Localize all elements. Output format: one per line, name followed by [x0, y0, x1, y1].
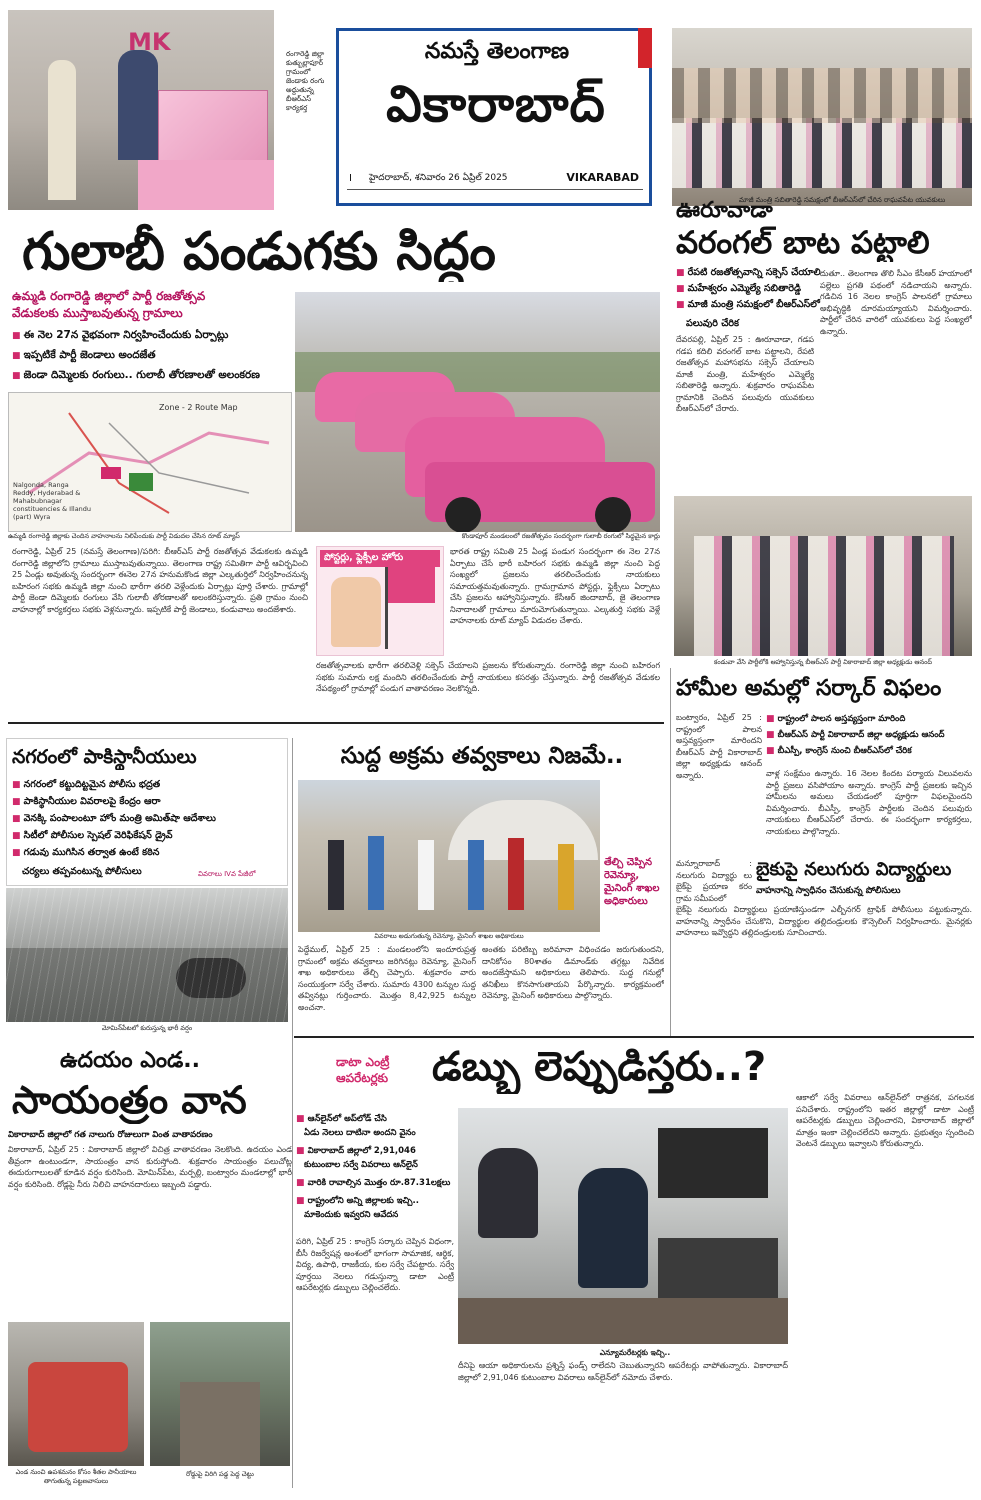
- promises-bullet: ■ బీఎస్పీ, కాంగ్రెస్ నుంచి బీఆర్ఎస్‌లో చేరిక: [766, 744, 972, 758]
- data-entry-body-col1: పరిగి, ఏప్రిల్ 25 : కాంగ్రెస్ సర్కారు చెప్పిన విధంగా, బీసీ రిజర్వేషన్ల అంశంలో భాగంగా సామాజిక, ఆర్థిక, విద్య, ఉపాధి, రాజకీయ, కుల సర్వే చేపట్టారు. సర్వే పూర్తయి నెలలు గడుస్తున్నా డాటా ఎంట్రీ ఆపరేటర్లకు డబ్బులు చెల్లించలేదు.: [296, 1237, 454, 1292]
- masthead-paper-name: నమస్తే తెలంగాణ: [424, 39, 570, 64]
- rain-photo: [6, 888, 288, 1022]
- lead-subhead-2: వేడుకలకు ముస్తాబవుతున్న గ్రామాలు: [12, 306, 183, 320]
- data-entry-body-col2: దీనిపై ఆయా అధికారులను ప్రశ్నిస్తే ఫండ్స్ రాలేదని చెబుతున్నారని ఆపరేటర్లు వాపోతున్నారు. వికారాబాద్ జిల్లాలో 2,91,046 కుటుంబాల వివరాలు ఆన్‌లైన్‌లో నమోదు చేశారు.: [458, 1361, 788, 1382]
- data-entry-headline: డబ్బు లెప్పుడిస్తరు..?: [432, 1044, 767, 1090]
- masthead-edition-english: VIKARABAD: [566, 171, 639, 184]
- data-entry-bullet-line: కుటుంబాల సర్వే వివరాలు ఆన్‌లైన్: [304, 1160, 418, 1170]
- map-note: Nalgonda, Ranga Reddy, Hyderabad & Mahabubnagar constituencies & Illandu (part) Wyra: [13, 481, 92, 521]
- pakistanis-bullets: [12, 778, 288, 860]
- route-map: [8, 392, 292, 532]
- urovada-bullet: ■ రేపటి రజతోత్సవాన్ని సక్సెస్ చేయాలి: [676, 266, 972, 280]
- section-rule: [8, 722, 664, 724]
- masthead-issue: I: [349, 173, 352, 184]
- bike-subhead: వాహనాన్ని స్వాధీనం చేసుకున్న పోలీసులు: [756, 886, 901, 896]
- rain-photo-caption: మోమిన్‌పేటలో కురుస్తున్న భారీ వర్షం: [101, 1024, 193, 1032]
- mining-photo-caption: వివరాలు అడుగుతున్న రెవెన్యూ, మైనింగ్ శాఖల అధికారులు: [374, 932, 524, 940]
- lead-subhead-1: ఉమ్మడి రంగారెడ్డి జిల్లాలో పార్టీ రజతోత్సవ: [12, 289, 206, 303]
- section-rule-bottom: [294, 1036, 974, 1038]
- data-entry-bullet: ■ వికారాబాద్ జిల్లాలో 2,91,046: [296, 1144, 454, 1158]
- masthead-red-corner: [638, 28, 652, 68]
- lead-bullet: ■ జెండా దిమ్మెలకు రంగులు.. గులాబీ తోరణాలతో అలంకరణ: [12, 368, 292, 383]
- weather-kicker: ఉదయం ఎండ..: [60, 1048, 200, 1073]
- mining-photo: [298, 780, 600, 932]
- weather-photo-3: [150, 1322, 290, 1466]
- lead-bullet: ■ ఈ నెల 27న వైభవంగా నిర్వహించేందుకు ఏర్పాట్లు: [12, 328, 292, 343]
- promises-bullet: ■ రాష్ట్రంలో పాలన అస్తవ్యస్తంగా మారింది: [766, 712, 972, 726]
- mining-headline: సుద్ద అక్రమ తవ్వకాలు నిజమే..: [340, 743, 624, 769]
- urovada-bullet: ■ మహేశ్వరం ఎమ్మెల్యే సబితారెడ్డి: [676, 282, 972, 296]
- party-join-photo: [674, 496, 972, 656]
- bike-body: బైక్‌పై నలుగురు విద్యార్థులు ప్రయాణిస్తుండగా ఎల్బీనగర్ ట్రాఫిక్ పోలీసులు పట్టుకున్నారు. వాహనాన్ని స్వాధీనం చేసుకొని, విద్యార్థుల తల్లిదండ్రులకు కౌన్సెలింగ్ నిర్వహించారు. మైనర్లకు వాహనాలు ఇవ్వొద్దని తల్లిదండ్రులకు సూచించారు.: [676, 905, 972, 937]
- urovada-bullet: ■ మాజీ మంత్రి సమక్షంలో బీఆర్ఎస్‌లో: [676, 298, 972, 312]
- bike-headline: బైకుపై నలుగురు విద్యార్థులు: [756, 859, 952, 880]
- lead-body-col2: భారత రాష్ట్ర సమితి 25 ఏండ్ల పండుగ సందర్భంగా ఈ నెల 27న ఏర్పాటు చేసే భారీ బహిరంగ సభకు ఉమ్మడి జిల్లా నుంచి పెద్ద సంఖ్యలో ప్రజలను తరలించేందుకు నాయకులు సమాయత్తమవుతున్నారు. గ్రామగ్రామాన పోస్టర్లు, ఫ్లెక్సీలు ఏర్పాటు చేసి ప్రజలను ఆహ్వానిస్తున్నారు. కేసీఆర్ జిందాబాద్, జై తెలంగాణ నినాదాలతో గ్రామాలు మారుమోగుతున్నాయి. ఎల్కతుర్తి సభకు వెళ్లే వాహనాలకు రూట్ మ్యాప్ విడుదల చేశారు.: [450, 547, 660, 625]
- pakistanis-bullet: ■ వెనక్కి పంపాలంటూ హోం మంత్రి అమిత్‌షా ఆదేశాలు: [12, 812, 288, 826]
- lead-headline: గులాబీ పండుగకు సిద్ధం: [22, 222, 496, 282]
- weather-subhead: వికారాబాద్ జిల్లాలో గత నాలుగు రోజులుగా వింత వాతావరణం: [8, 1130, 213, 1140]
- bike-left-text: మన్నూరాబాద్ : నలుగురు విద్యార్థు లు బైక్‌పై ప్రయాణ కరం గ్రామ సమీపంలో: [676, 859, 752, 903]
- masthead-edition-name: వికారాబాద్: [386, 75, 606, 133]
- data-entry-bullet-line: ఏడు నెలలు దాటినా అందని వైనం: [304, 1128, 416, 1138]
- urovada-bullet-tail: పలువురి చేరిక: [686, 318, 740, 329]
- data-entry-bullet: ■ రాష్ట్రంలోని అన్ని జిల్లాలకు ఇచ్చి..: [296, 1194, 454, 1208]
- map-title: Zone - 2 Route Map: [159, 403, 238, 412]
- weather-headline: సాయంత్రం వాన: [12, 1078, 247, 1122]
- urovada-body-col1: దేవరపల్లి, ఏప్రిల్ 25 : ఊరూవాడా, గడప గడప కదిలి వరంగల్ బాట పట్టాలని, రేపటి రజతోత్సవ మహాసభను సక్సెస్ చేయాలని మాజీ మంత్రి, మహేశ్వరం ఎమ్మెల్యే సబితారెడ్డి అన్నారు. శుక్రవారం రాఘవపేట గ్రామానికి చెందిన పలువురు యువకులు బీఆర్ఎస్‌లో చేరారు.: [676, 335, 814, 413]
- pakistanis-bullet: ■ నగరంలో కట్టుదిట్టమైన పోలీసు భద్రత: [12, 778, 288, 792]
- promises-body-left: బంట్వారం, ఏప్రిల్ 25 : రాష్ట్రంలో పాలన అస్తవ్యస్తంగా మారిందని బీఆర్ఎస్ పార్టీ వికారాబాద్ జిల్లా అధ్యక్షుడు ఆనంద్ అన్నారు.: [676, 713, 762, 780]
- weather-body: వికారాబాద్, ఏప్రిల్ 25 : వికారాబాద్ జిల్లాలో విచిత్ర వాతావరణం నెలకొంది. ఉదయం ఎండ తీవ్రంగా ఉంటుండగా, సాయంత్రం వాన కురుస్తోంది. శుక్రవారం సాయంత్రం పలుచోట్ల ఈదురుగాలులతో కూడిన వర్షం కురిసింది. మోమిన్‌పేట, మర్పల్లి, బంట్వారం మండలాల్లో భారీ వర్షం కురిసింది. రోడ్లపై నీరు నిలిచి వాహనదారులు ఇబ్బంది పడ్డారు.: [8, 1145, 292, 1189]
- pakistanis-ref-note: వివరాలు IVవ పేజీలో: [198, 870, 256, 878]
- masthead-box: [336, 28, 652, 206]
- cars-caption: కొండాపూర్ మండలంలో రజతోత్సవం సందర్భంగా గులాబీ రంగులో సిద్ధమైన కార్లు: [461, 532, 660, 540]
- data-entry-kicker: డాటా ఎంట్రీ ఆపరేటర్లకు: [336, 1055, 390, 1085]
- map-caption: ఉమ్మడి రంగారెడ్డి జిల్లాకు చెందిన వాహనాలను నిలిపేందుకు పార్టీ విడుదల చేసిన రూట్ మ్యాప్: [8, 532, 240, 540]
- urovada-headline: వరంగల్ బాట పట్టాలి: [676, 225, 930, 261]
- weather-photo-2-caption: ఎండ నుంచి ఉపశమనం కోసం శీతల పానీయాలు తాగుతున్న పట్టణవాసులు: [15, 1468, 137, 1485]
- lead-bullets: [12, 328, 292, 383]
- promises-top-caption: కండువా వేసి పార్టీలోకి ఆహ్వానిస్తున్న బీఆర్ఎస్ పార్టీ వికారాబాద్ జిల్లా అధ్యక్షుడు ఆనంద్: [713, 658, 933, 666]
- data-entry-bullets: [296, 1112, 454, 1220]
- masthead-dateline: హైదరాబాద్, శనివారం 26 ఏప్రిల్ 2025: [369, 173, 508, 183]
- lead-body-col3: రజతోత్సవాలకు భారీగా తరలివెళ్లి సక్సెస్ చేయాలని ప్రజలను కోరుతున్నారు. రంగారెడ్డి జిల్లా నుంచి బహిరంగ సభకు సుమారు లక్ష మందిని తరలించేందుకు పార్టీ నాయకులు కసరత్తు చేస్తున్నారు. పార్టీ రజతోత్సవ వేడుకల నేపథ్యంలో గ్రామాల్లో పండుగ వాతావరణం నెలకొన్నది.: [316, 661, 660, 693]
- top-right-caption: మాజీ మంత్రి సబితారెడ్డి సమక్షంలో బీఆర్ఎస్‌లో చేరిన రాఘవపేట యువకులు: [738, 196, 946, 204]
- mining-body-col2: అంతకు పరిటిబ్బ జరిమానా విధించడం జరుగుతుందని, దానికోసం 80శాతం డిమాండ్‌కు తగ్గట్లు నివేదిక అందజేస్తామని అధికారులు తెలిపారు. సుద్ద గనుల్లో తనిఖీలు కొనసాగుతాయని పేర్కొన్నారు. కార్యక్రమంలో రెవెన్యూ, మైనింగ్ అధికారులు పాల్గొన్నారు.: [482, 945, 664, 1000]
- poster-label: పోస్టర్లు, ఫ్లెక్సీల హోరు: [320, 550, 440, 567]
- promises-bullets: [766, 712, 972, 758]
- mining-side-label: తేల్చి చెప్పిన రెవెన్యూ, మైనింగ్ శాఖల అధికారులు: [604, 857, 660, 907]
- urovada-body-col2: దుతూ.. తెలంగాణ తొలి సీఎం కేసీఆర్ హయాంలో పల్లెలు ప్రగతి పథంలో నడిచాయని అన్నారు. గడిచిన 16 నెలల కాంగ్రెస్ పాలనలో గ్రామాలు అభివృద్ధికి దూరమయ్యాయని విమర్శించారు. పార్టీలో చేరిన వారిలో యువకులు పెద్ద సంఖ్యలో ఉన్నారు.: [820, 269, 972, 336]
- pakistanis-bullet: ■ పాకిస్థానీయుల వివరాలపై కేంద్రం ఆరా: [12, 795, 288, 809]
- promises-headline: హామీల అమల్లో సర్కార్ విఫలం: [676, 676, 942, 701]
- pakistanis-bullet: ■ గడువు ముగిసిన తర్వాత ఉంటే కఠిన: [12, 846, 288, 860]
- data-entry-photo: [458, 1108, 788, 1344]
- data-entry-bullet-line: మాకెందుకు ఇవ్వరని ఆవేదన: [304, 1210, 399, 1220]
- lead-bullet: ■ ఇప్పటికే పార్టీ జెండాలు అందజేత: [12, 348, 292, 363]
- promises-body-main: వాళ్ల సంక్షేమం ఉన్నారు. 16 నెలల కిందట పర్యాయ విలువలను పార్టీ ప్రజలు వసిపోయాం అన్నారు. కాంగ్రెస్ పార్టీ ప్రజలకు ఇచ్చిన హామీలను అమలు చేయడంలో పూర్తిగా విఫలమైందని విమర్శించారు. బీఎస్పీ, కాంగ్రెస్ పార్టీలకు చెందిన పలువురు నాయకులు బీఆర్ఎస్‌లో చేరారు. ఈ సందర్భంగా కార్యకర్తలు, నాయకులు పాల్గొన్నారు.: [766, 769, 972, 836]
- pakistanis-bullet-tail: చర్యలు తప్పవంటున్న పోలీసులు: [22, 866, 142, 877]
- weather-photo-3-caption: రోడ్డుపై విరిగి పడ్డ పెద్ద చెట్టు: [186, 1470, 254, 1478]
- data-entry-bullet: ■ వారికి రావాల్సిన మొత్తం రూ.87.31లక్షలు: [296, 1176, 454, 1190]
- top-left-photo: MK: [8, 10, 274, 210]
- promises-bullet: ■ బీఆర్ఎస్ పార్టీ వికారాబాద్ జిల్లా అధ్యక్షుడు ఆనంద్: [766, 728, 972, 742]
- top-right-photo: [672, 28, 972, 206]
- data-entry-body-col3: ఆకాలో సర్వే వివరాలు ఆన్‌లైన్‌లో రాత్రనక, పగలనక పనిచేశారు. రాష్ట్రంలోని ఇతర జిల్లాల్లో డాటా ఎంట్రీ ఆపరేటర్లకు డబ్బులు చెల్లించారని, వికారాబాద్ జిల్లాలో మాత్రం ఇంకా చెల్లించలేదని అన్నారు. ప్రభుత్వం స్పందించి వెంటనే డబ్బులు ఇవ్వాలని కోరుతున్నారు.: [796, 1093, 974, 1148]
- lead-body-col1: రంగారెడ్డి, ఏప్రిల్ 25 (నమస్తే తెలంగాణ)/పరిగి: బీఆర్ఎస్ పార్టీ రజతోత్సవ వేడుకలకు ఉమ్మడి రంగారెడ్డి జిల్లాలోని గ్రామాలు ముస్తాబవుతున్నాయి. తెలంగాణ రాష్ట్ర సమితిగా పార్టీ ఆవిర్భవించి 25 ఏండ్లు అవుతున్న సందర్భంగా ఈనెల 27న హనుమకొండ జిల్లా ఎల్కతుర్తిలో నిర్వహించనున్న బహిరంగ సభకు ఉమ్మడి జిల్లా నుంచి భారీగా తరలి వెళ్లేందుకు ఏర్పాట్లు పూర్తి చేశారు. గ్రామాల్లో పార్టీ జెండా దిమ్మెలకు రంగులు వేసి గులాబీ తోరణాలతో అలంకరిస్తున్నారు. ప్రతి గ్రామం నుంచి వాహనాల్లో కార్యకర్తలు సభకు వెళ్లనున్నారు. ఇప్పటికే పార్టీ జెండాలు, కండువాలు అందజేశారు.: [12, 547, 308, 614]
- pakistanis-headline: నగరంలో పాకిస్థానీయులు: [12, 746, 197, 768]
- data-entry-photo-caption: ఎన్యూమరేటర్లకు ఇచ్చి..: [599, 1348, 671, 1357]
- pakistanis-bullet: ■ సిటీలో పోలీసుల స్పెషల్ వెరిఫికేషన్ డ్రైవ్: [12, 829, 288, 843]
- weather-photo-2: [8, 1322, 144, 1466]
- urovada-kicker: ఊరూవాడా: [676, 198, 773, 223]
- top-left-caption: రంగారెడ్డి జిల్లా కుత్బుల్లాపూర్ గ్రామంలో జెండాకు రంగు అద్దుతున్న బీఆర్ఎస్ కార్యకర్త: [286, 50, 325, 112]
- data-entry-bullet: ■ ఆన్‌లైన్‌లో అప్‌లోడ్ చేసి: [296, 1112, 454, 1126]
- pink-cars-photo: [295, 292, 660, 532]
- mining-body-col1: పెద్దేముల్, ఏప్రిల్ 25 : మండలంలోని ఇందూరుప్రత్త గ్రామంలో అక్రమ తవ్వకాలు జరిగినట్లు రెవెన్యూ, మైనింగ్ శాఖ అధికారులు తేల్చి చెప్పారు. శుక్రవారం వారు సంయుక్తంగా సర్వే చేశారు. సుమారు 4300 టన్నుల సుద్ద తవ్వినట్లు గుర్తించారు. మొత్తం 8,42,925 టన్నుల అంచనా.: [298, 945, 476, 1012]
